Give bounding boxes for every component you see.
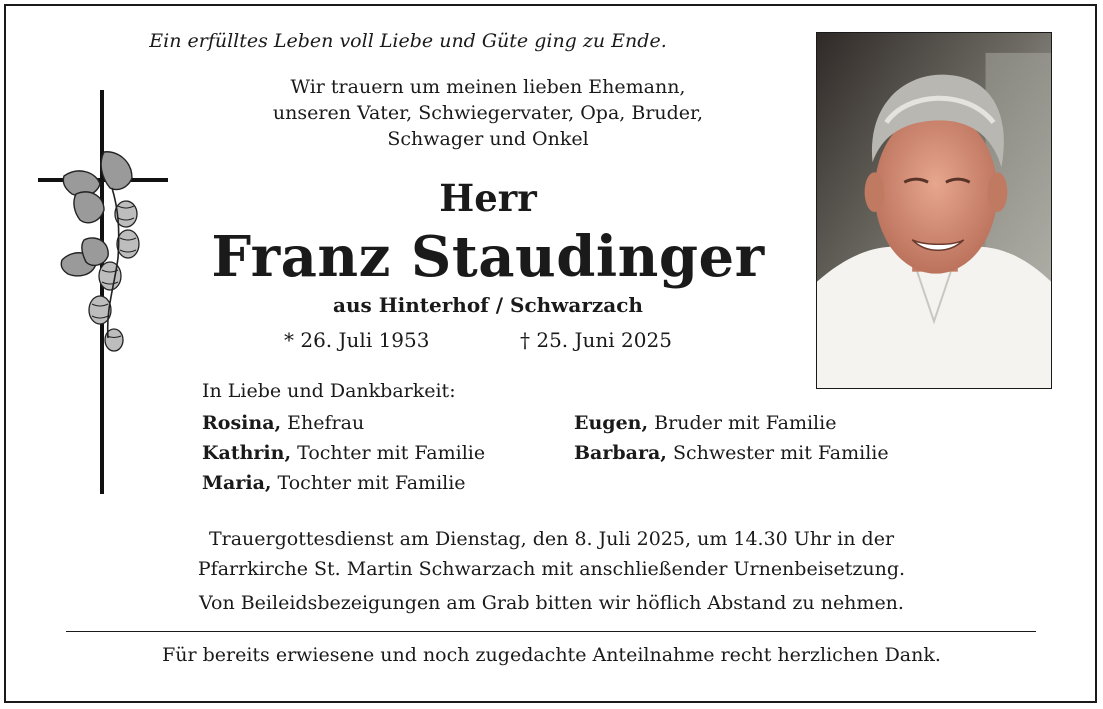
portrait-photo [816, 32, 1052, 389]
death-date: † 25. Juni 2025 [520, 328, 672, 352]
mourner-entry [202, 472, 466, 494]
mourner-name: Maria, [202, 472, 272, 494]
service-line: Pfarrkirche St. Martin Schwarzach mit anschließender Urnenbeisetzung. [197, 558, 906, 580]
deceased-name: Franz Staudinger [211, 224, 765, 290]
mourner-relation: Tochter mit Familie [277, 472, 466, 494]
hop-cone [117, 230, 139, 258]
service-info [40, 524, 1063, 584]
thanks-line: Für bereits erwiesene und noch zugedachte Anteilnahme recht herzlichen Dank. [162, 644, 941, 666]
hop-vine-icon [56, 148, 146, 358]
condolence-request: Von Beileidsbezeigungen am Grab bitten wir höflich Abstand zu nehmen. [199, 592, 904, 614]
leaf [74, 192, 104, 223]
mourner-entry [202, 412, 364, 434]
divider [66, 631, 1036, 632]
origin: aus Hinterhof / Schwarzach [333, 293, 643, 317]
salutation: Herr [439, 176, 537, 220]
mourner-relation: Tochter mit Familie [297, 442, 486, 464]
gratitude-heading: In Liebe und Dankbarkeit: [202, 380, 456, 402]
leaf [101, 152, 132, 190]
mourner-relation: Schwester mit Familie [672, 442, 889, 464]
motto: Ein erfülltes Leben voll Liebe und Güte ging zu Ende. [149, 30, 667, 52]
mourner-relation: Bruder mit Familie [654, 412, 837, 434]
mourner-entry [202, 442, 485, 464]
mourner-name: Eugen, [574, 412, 649, 434]
leaf [82, 238, 108, 265]
mourner-name: Kathrin, [202, 442, 292, 464]
mourner-entry [574, 442, 889, 464]
service-line: Trauergottesdienst am Dienstag, den 8. Juli 2025, um 14.30 Uhr in der [208, 528, 895, 550]
intro-line: Schwager und Onkel [387, 128, 589, 150]
intro-line: Wir trauern um meinen lieben Ehemann, [290, 76, 686, 98]
birth-date: * 26. Juli 1953 [284, 328, 430, 352]
mourner-name: Rosina, [202, 412, 282, 434]
intro-text [192, 74, 784, 152]
mourner-relation: Ehefrau [287, 412, 365, 434]
mourner-name: Barbara, [574, 442, 667, 464]
mourner-entry [574, 412, 836, 434]
hop-cone [99, 262, 121, 290]
intro-line: unseren Vater, Schwiegervater, Opa, Bruder, [272, 102, 704, 124]
